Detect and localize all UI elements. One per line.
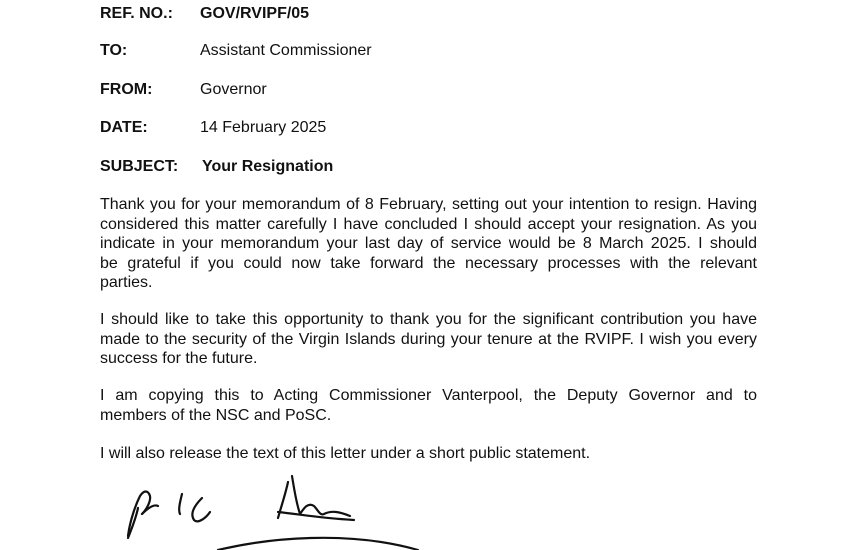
from-label: FROM: (100, 81, 153, 98)
paragraph-1 (100, 195, 757, 293)
from-value: Governor (200, 81, 267, 98)
paragraph-4 (100, 444, 757, 464)
to-value: Assistant Commissioner (200, 42, 372, 59)
ref-no-value: GOV/RVIPF/05 (200, 5, 310, 22)
paragraph-1-line: be grateful if you could now take forward the necessary processes with the relevant (100, 254, 757, 272)
paragraph-3-line: I am copying this to Acting Commissioner Vanterpool, the Deputy Governor and to (100, 387, 757, 404)
paragraph-3 (100, 386, 757, 425)
date-label: DATE: (100, 119, 148, 136)
paragraph-2-line: made to the security of the Virgin Islands during your tenure at the RVIPF. I wish you every (100, 330, 757, 348)
subject-value: Your Resignation (202, 158, 334, 175)
subject-label: SUBJECT: (100, 158, 179, 175)
date-value: 14 February 2025 (200, 119, 327, 136)
paragraph-4-line: I will also release the text of this letter under a short public statement. (100, 445, 591, 462)
to-label: TO: (100, 42, 128, 59)
signature-icon (118, 468, 428, 550)
ref-no-label: REF. NO.: (100, 5, 173, 22)
paragraph-1-line: indicate in your memorandum your last day of service would be 8 March 2025. I should (100, 235, 757, 252)
paragraph-1-line: considered this matter carefully I have concluded I should accept your resignation. As you (100, 215, 757, 233)
paragraph-1-line: parties. (100, 274, 153, 291)
paragraph-1-line: Thank you for your memorandum of 8 February, setting out your intention to resign. Having (100, 196, 757, 213)
paragraph-2-line: success for the future. (100, 350, 258, 367)
paragraph-3-line: members of the NSC and PoSC. (100, 406, 332, 424)
paragraph-2 (100, 310, 757, 369)
paragraph-2-line: I should like to take this opportunity to thank you for the significant contribution you have (100, 311, 757, 328)
